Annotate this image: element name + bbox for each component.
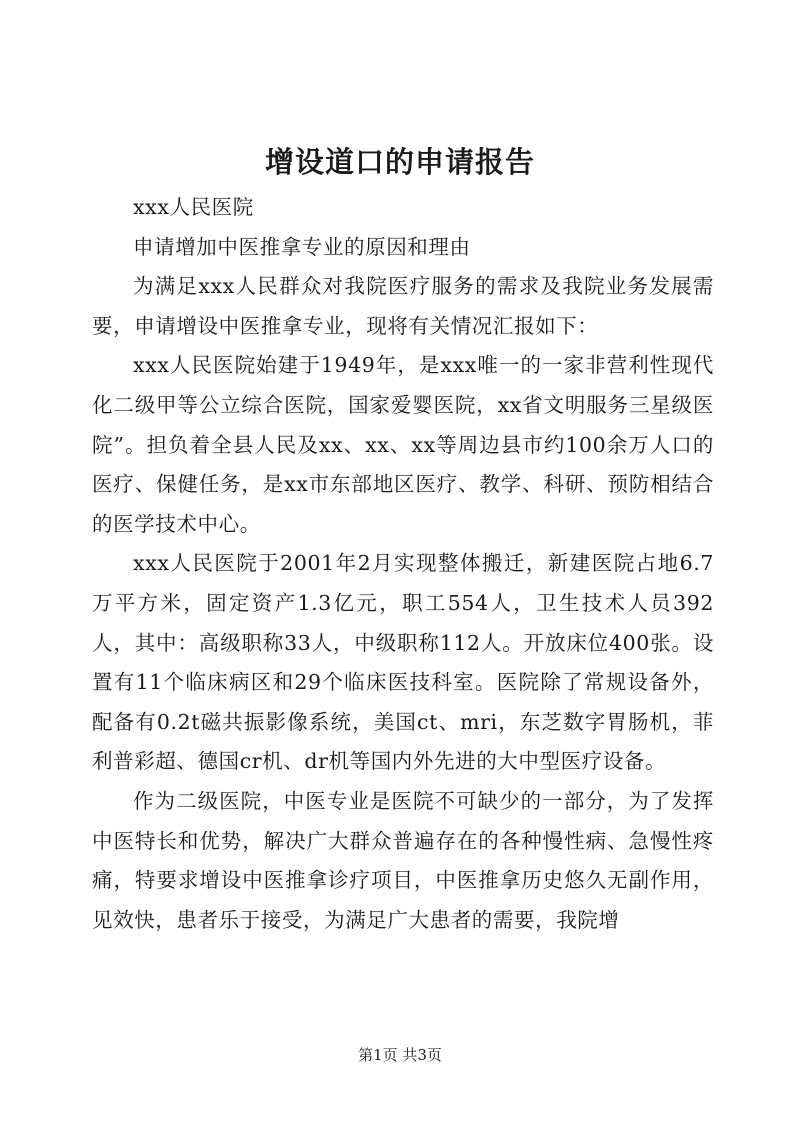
- paragraph-hospital-name: xxx人民医院: [133, 195, 254, 219]
- paragraph-intro: 为满足xxx人民群众对我院医疗服务的需求及我院业务发展需要，申请增设中医推拿专业，现将有关情况汇报如下：: [92, 274, 714, 338]
- document-title: 增设道口的申请报告: [264, 145, 535, 179]
- paragraph-subject: 申请增加中医推拿专业的原因和理由: [133, 234, 471, 259]
- paragraph-facilities: xxx人民医院于2001年2月实现整体搬迁，新建医院占地6.7万平方米，固定资产1.3亿元，职工554人，卫生技术人员392人，其中：高级职称33人，中级职称112人。开放床位400张。设置有11个临床病区和29个临床医技科室。医院除了常规设备外，配备有0.2t磁共振影像系统，美国ct、mri，东芝数字胃肠机，菲利普彩超、德国cr机、dr机等国内外先进的大中型医疗设备。: [92, 551, 714, 774]
- paragraph-history: xxx人民医院始建于1949年，是xxx唯一的一家非营利性现代化二级甲等公立综合医院，国家爱婴医院，xx省文明服务三星级医院”。担负着全县人民及xx、xx、xx等周边县市约100余万人口的医疗、保健任务，是xx市东部地区医疗、教学、科研、预防相结合的医学技术中心。: [92, 353, 714, 536]
- document-body: [92, 188, 714, 940]
- page-footer: 第1页 共3页: [358, 1046, 442, 1064]
- paragraph-reason: 作为二级医院，中医专业是医院不可缺少的一部分，为了发挥中医特长和优势，解决广大群众普遍存在的各种慢性病、急慢性疼痛，特要求增设中医推拿诊疗项目，中医推拿历史悠久无副作用，见效快，患者乐于接受，为满足广大患者的需要，我院增: [92, 788, 714, 932]
